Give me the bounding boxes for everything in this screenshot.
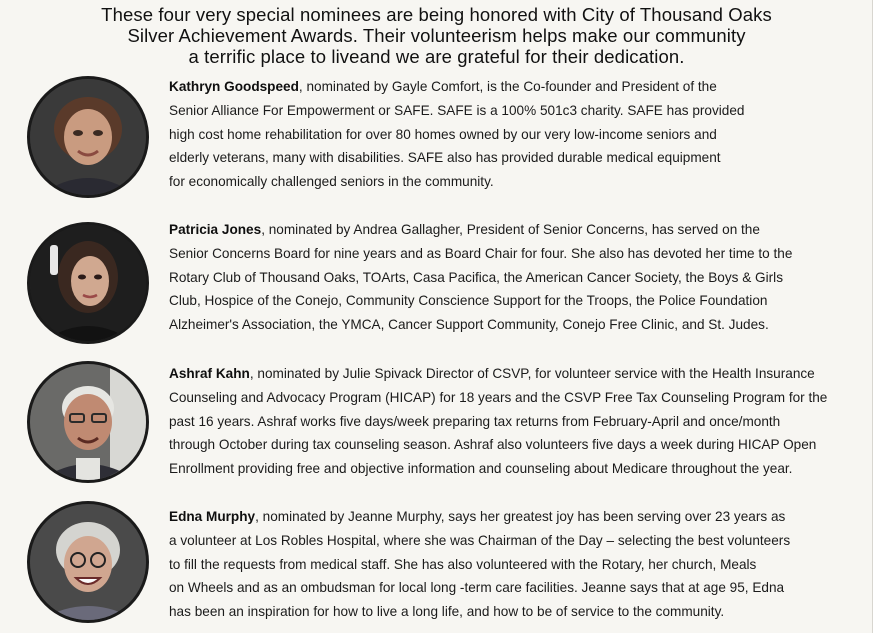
portrait-edna-murphy	[27, 501, 149, 623]
nominee-bio: Ashraf Kahn, nominated by Julie Spivack Director of CSVP, for volunteer service with the Health Insurance Counseling and Advocacy Program (HICAP) for 18 years and the CSVP Free Tax Counseling Program for the past 16 years. Ashraf works five days/week preparing tax returns from February-April and once/month through October during tax counseling season. Ashraf also volunteers five days a week during HICAP Open Enrollment providing free and objective information and counseling about Medicare throughout the year.	[169, 366, 828, 477]
nominee-bio: Edna Murphy, nominated by Jeanne Murphy, says her greatest joy has been serving over 23 years as a volunteer at Los Robles Hospital, where she was Chairman of the Day – selecting the best volunteers to fill the requests from medical staff. She has also volunteered with the Rotary, her church, Meals on Wheels and as an ombudsman for local long -term care facilities. Jeanne says that at age 95, Edna has been an inspiration for how to live a long life, and how to be of service to the community.	[169, 509, 791, 620]
intro-line: a terrific place to liveand we are grateful for their dedication.	[188, 46, 685, 67]
nominee-name: Patricia Jones	[169, 222, 262, 237]
intro-paragraph	[20, 4, 853, 67]
portrait-kathryn-goodspeed	[27, 76, 149, 198]
intro-line: Silver Achievement Awards. Their volunteerism helps make our community	[127, 25, 746, 46]
nominee-name: Ashraf Kahn	[169, 366, 250, 381]
portrait-patricia-jones	[27, 222, 149, 344]
portrait-ashraf-kahn	[27, 361, 149, 483]
nominee-name: Kathryn Goodspeed	[169, 79, 299, 94]
nominee-name: Edna Murphy	[169, 509, 256, 524]
intro-line: These four very special nominees are being honored with City of Thousand Oaks	[101, 4, 772, 25]
nominee-bio: Kathryn Goodspeed, nominated by Gayle Comfort, is the Co-founder and President of the Senior Alliance For Empowerment or SAFE. SAFE is a 100% 501c3 charity. SAFE has provided high cost home rehabilitation for over 80 homes owned by our very low-income seniors and elderly veterans, many with disabilities. SAFE also has provided durable medical equipment for economically challenged seniors in the community.	[169, 79, 745, 190]
nominee-bio: Patricia Jones, nominated by Andrea Gallagher, President of Senior Concerns, has served on the Senior Concerns Board for nine years and as Board Chair for four. She also has devoted her time to the Rotary Club of Thousand Oaks, TOArts, Casa Pacifica, the American Cancer Society, the Boys & Girls Club, Hospice of the Conejo, Community Conscience Support for the Troops, the Police Foundation Alzheimer's Association, the YMCA, Cancer Support Community, Conejo Free Clinic, and St. Judes.	[169, 222, 793, 333]
